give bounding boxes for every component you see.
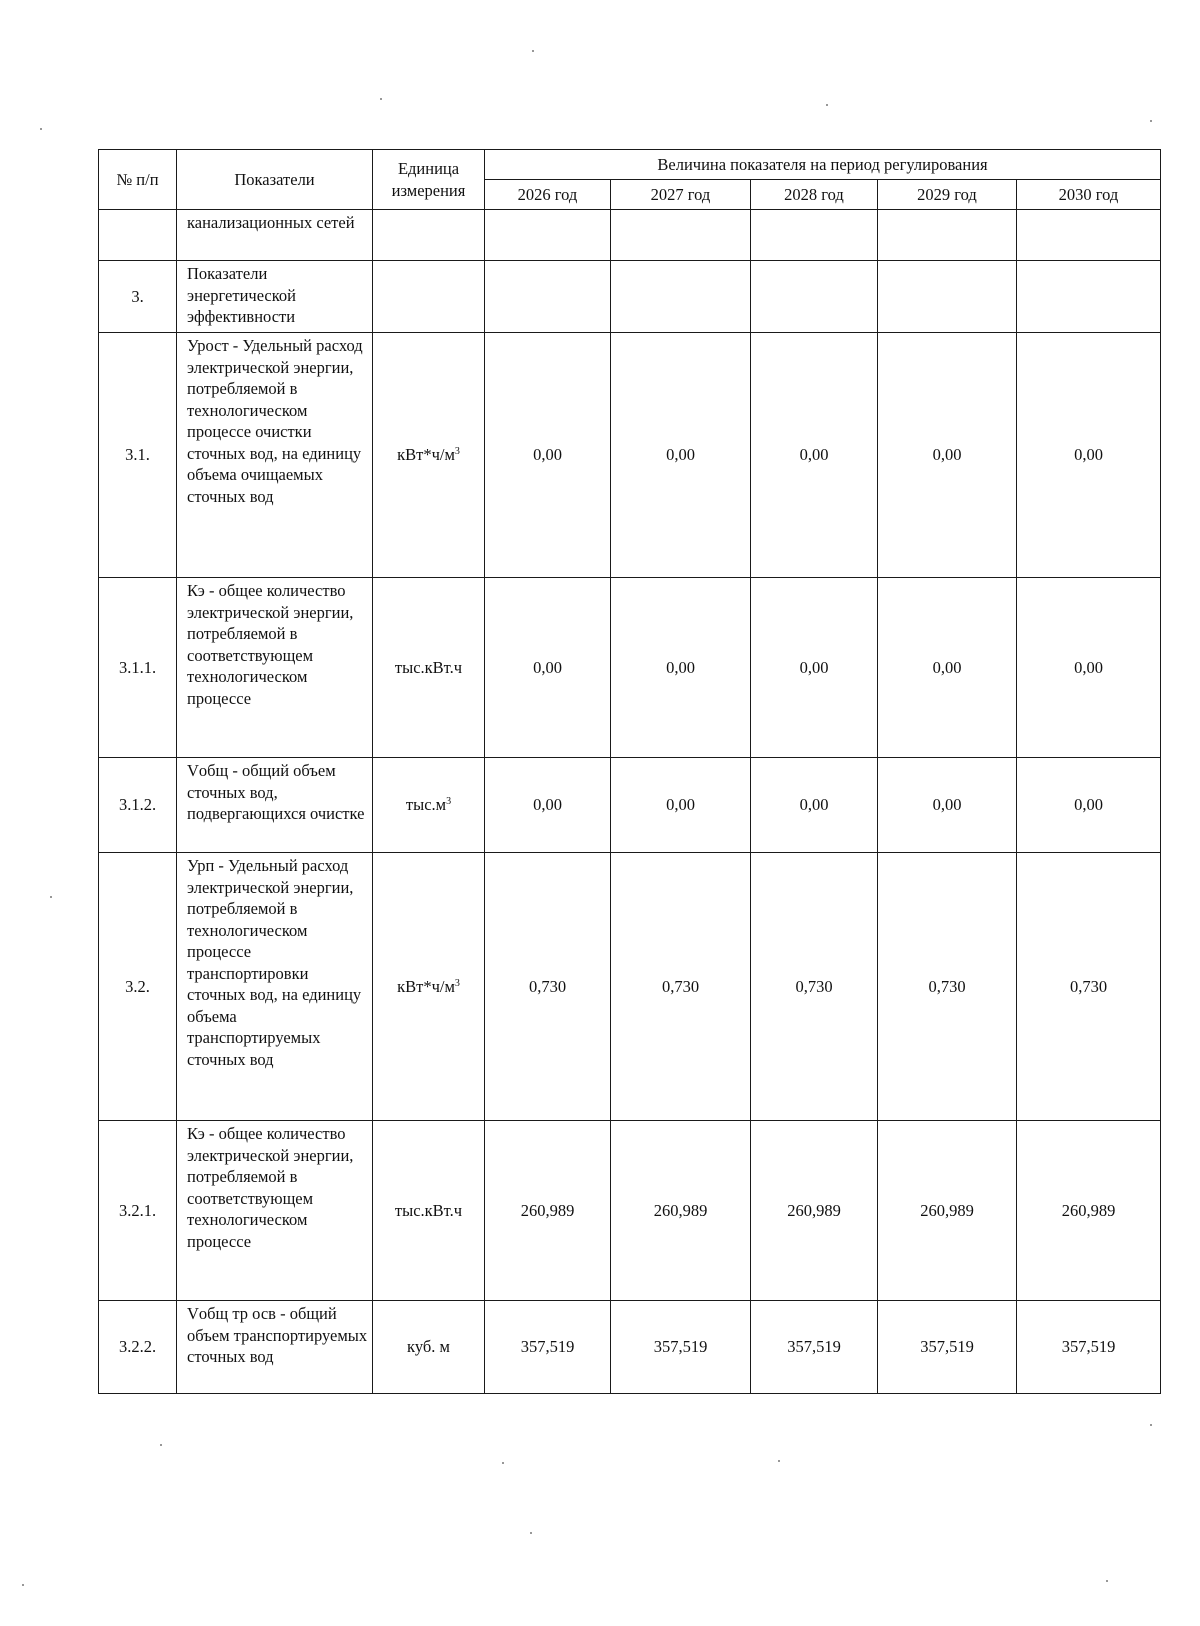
scan-speck	[532, 50, 534, 52]
unit-text: кВт*ч/м	[397, 976, 455, 996]
value-cell: 0,00	[1017, 758, 1161, 853]
value-cell: 0,730	[611, 853, 751, 1121]
unit-text: тыс.кВт.ч	[394, 657, 463, 677]
table-header-row	[99, 150, 1161, 180]
header-year: 2029 год	[878, 180, 1017, 210]
header-num: № п/п	[99, 150, 177, 210]
table-row	[99, 1121, 1161, 1301]
value-cell: 357,519	[1017, 1301, 1161, 1394]
row-unit	[373, 1121, 485, 1301]
row-indicator: Кэ - общее количество электрической энергии, потребляемой в соответствующем технологическом процессе	[177, 1121, 373, 1301]
value-cell: 357,519	[485, 1301, 611, 1394]
scan-speck	[22, 1584, 24, 1586]
value-cell	[485, 261, 611, 333]
value-cell: 0,00	[878, 333, 1017, 578]
value-cell: 0,00	[1017, 578, 1161, 758]
value-cell: 260,989	[611, 1121, 751, 1301]
scan-speck	[502, 1462, 504, 1464]
value-cell: 0,00	[878, 578, 1017, 758]
header-indicators: Показатели	[177, 150, 373, 210]
row-number: 3.1.2.	[99, 758, 177, 853]
value-cell	[485, 210, 611, 261]
header-year: 2028 год	[751, 180, 878, 210]
header-unit-line1: Единица	[397, 159, 460, 178]
scan-speck	[1150, 1424, 1152, 1426]
scan-speck	[50, 896, 52, 898]
header-unit	[373, 150, 485, 210]
row-number	[99, 210, 177, 261]
row-unit	[373, 853, 485, 1121]
value-cell: 260,989	[1017, 1121, 1161, 1301]
value-cell: 0,00	[485, 758, 611, 853]
row-number: 3.1.	[99, 333, 177, 578]
value-cell: 260,989	[751, 1121, 878, 1301]
table-row	[99, 1301, 1161, 1394]
value-cell: 0,00	[485, 578, 611, 758]
scan-speck	[380, 98, 382, 100]
row-number: 3.1.1.	[99, 578, 177, 758]
unit-text: тыс.кВт.ч	[394, 1200, 463, 1220]
row-number: 3.	[99, 261, 177, 333]
row-number: 3.2.2.	[99, 1301, 177, 1394]
row-unit	[373, 1301, 485, 1394]
value-cell: 0,00	[611, 578, 751, 758]
row-indicator: Vобщ тр осв - общий объем транспортируемых сточных вод	[177, 1301, 373, 1394]
row-indicator: Vобщ - общий объем сточных вод, подвергающихся очистке	[177, 758, 373, 853]
value-cell: 0,730	[751, 853, 878, 1121]
value-cell	[751, 210, 878, 261]
scan-speck	[1106, 1580, 1108, 1582]
table-row	[99, 758, 1161, 853]
unit-superscript: 3	[454, 446, 460, 458]
value-cell: 0,730	[878, 853, 1017, 1121]
table-row	[99, 853, 1161, 1121]
scan-speck	[530, 1532, 532, 1534]
value-cell: 357,519	[751, 1301, 878, 1394]
unit-superscript: 3	[454, 977, 460, 989]
row-indicator: Кэ - общее количество электрической энергии, потребляемой в соответствующем технологическом процессе	[177, 578, 373, 758]
value-cell: 357,519	[878, 1301, 1017, 1394]
header-unit-line2: измерения	[391, 180, 466, 200]
row-unit	[373, 333, 485, 578]
header-year: 2027 год	[611, 180, 751, 210]
value-cell	[611, 261, 751, 333]
row-unit	[373, 261, 485, 333]
value-cell: 357,519	[611, 1301, 751, 1394]
scan-speck	[826, 104, 828, 106]
value-cell: 0,730	[485, 853, 611, 1121]
value-cell: 0,00	[611, 333, 751, 578]
unit-text: кВт*ч/м	[397, 445, 455, 465]
scan-speck	[1150, 120, 1152, 122]
row-indicator: Урост - Удельный расход электрической энергии, потребляемой в технологическом процессе очистки сточных вод, на единицу объема очищаемых сточных вод	[177, 333, 373, 578]
value-cell	[1017, 261, 1161, 333]
row-unit	[373, 578, 485, 758]
value-cell: 0,00	[751, 333, 878, 578]
header-year: 2030 год	[1017, 180, 1161, 210]
row-indicator: Урп - Удельный расход электрической энергии, потребляемой в технологическом процессе транспортировки сточных вод, на единицу объема транспортируемых сточных вод	[177, 853, 373, 1121]
row-number: 3.2.1.	[99, 1121, 177, 1301]
value-cell	[878, 210, 1017, 261]
header-group-title: Величина показателя на период регулирования	[485, 150, 1161, 180]
value-cell	[878, 261, 1017, 333]
header-year: 2026 год	[485, 180, 611, 210]
row-indicator: Показатели энергетической эффективности	[177, 261, 373, 333]
scan-speck	[160, 1444, 162, 1446]
table-row	[99, 578, 1161, 758]
value-cell: 0,00	[485, 333, 611, 578]
value-cell	[1017, 210, 1161, 261]
row-unit	[373, 758, 485, 853]
table-row	[99, 333, 1161, 578]
unit-text: тыс.м	[405, 795, 447, 815]
table-row	[99, 261, 1161, 333]
row-indicator: канализационных сетей	[177, 210, 373, 261]
value-cell	[751, 261, 878, 333]
indicators-table	[98, 149, 1161, 1394]
unit-superscript: 3	[446, 796, 452, 808]
scan-speck	[40, 128, 42, 130]
value-cell	[611, 210, 751, 261]
value-cell: 0,00	[1017, 333, 1161, 578]
unit-text: куб. м	[407, 1337, 450, 1357]
row-number: 3.2.	[99, 853, 177, 1121]
value-cell: 0,00	[751, 578, 878, 758]
scan-speck	[778, 1460, 780, 1462]
row-unit	[373, 210, 485, 261]
value-cell: 0,730	[1017, 853, 1161, 1121]
value-cell: 0,00	[878, 758, 1017, 853]
value-cell: 260,989	[878, 1121, 1017, 1301]
value-cell: 260,989	[485, 1121, 611, 1301]
table-row	[99, 210, 1161, 261]
value-cell: 0,00	[751, 758, 878, 853]
value-cell: 0,00	[611, 758, 751, 853]
